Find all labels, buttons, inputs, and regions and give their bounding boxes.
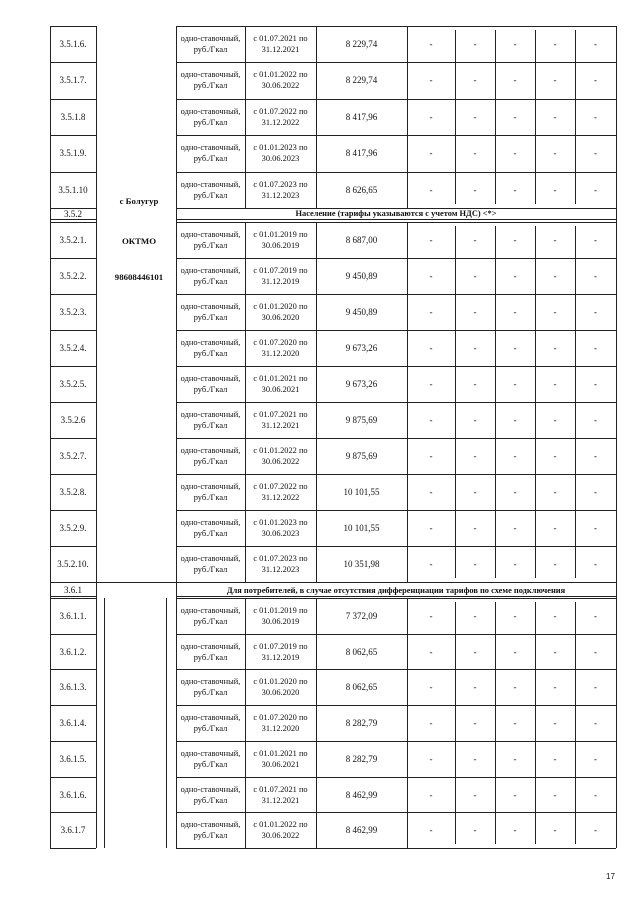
consumers-row-number: 3.6.1.1. [59, 611, 87, 621]
population-prev-row-empty-cell: - [473, 112, 477, 122]
population-row-empty-cell: - [473, 343, 477, 353]
population-prev-row-unit: одно-ставочный, руб./Гкал [180, 70, 241, 90]
population-prev-row-empty-cell: - [513, 185, 517, 195]
consumers-row-value: 8 462,99 [345, 825, 378, 835]
population-prev-row-unit: одно-ставочный, руб./Гкал [180, 34, 241, 54]
population-row-empty-cell: - [513, 487, 517, 497]
row-rule [176, 222, 616, 223]
consumers-row-empty-cell: - [594, 611, 597, 621]
column-rule [245, 222, 246, 582]
consumers-row-empty-cell: - [513, 682, 517, 692]
column-rule [616, 582, 617, 598]
section-population-number: 3.5.2 [64, 208, 82, 219]
population-row-value: 10 101,55 [343, 523, 380, 533]
population-row-number: 3.5.2.6 [60, 415, 86, 425]
consumers-row-empty-cell: - [594, 825, 597, 835]
consumers-row-empty-cell: - [429, 611, 433, 621]
population-prev-row-value: 8 417,96 [345, 148, 378, 158]
consumers-row-number: 3.6.1.5. [59, 754, 87, 764]
population-row-unit: одно-ставочный, руб./Гкал [180, 518, 241, 538]
row-rule [176, 510, 616, 511]
faint-column-rule [455, 226, 456, 578]
population-prev-row-number: 3.5.1.10 [58, 185, 88, 195]
row-rule [50, 474, 96, 475]
population-row-empty-cell: - [473, 487, 477, 497]
faint-column-rule [575, 226, 576, 578]
row-rule [50, 99, 96, 100]
population-row-period: с 01.07.2023 по 31.12.2023 [253, 554, 308, 574]
population-row-empty-cell: - [473, 379, 477, 389]
population-row-number: 3.5.2.3. [59, 307, 87, 317]
consumers-row-empty-cell: - [473, 790, 477, 800]
faint-column-rule [495, 226, 496, 578]
population-row-empty-cell: - [513, 559, 517, 569]
column-rule [616, 598, 617, 848]
population-prev-row-period: с 01.07.2021 по 31.12.2021 [253, 34, 308, 54]
banner-rule [50, 582, 616, 583]
row-rule [50, 330, 96, 331]
consumers-row-unit: одно-ставочный, руб./Гкал [180, 677, 241, 697]
population-prev-row-number: 3.5.1.7. [59, 75, 87, 85]
population-row-period: с 01.07.2020 по 31.12.2020 [253, 338, 308, 358]
row-rule [50, 598, 96, 599]
population-row-unit: одно-ставочный, руб./Гкал [180, 230, 241, 250]
consumers-row-empty-cell: - [594, 718, 597, 728]
population-prev-row-empty-cell: - [594, 148, 597, 158]
column-rule [616, 208, 617, 222]
row-rule [50, 294, 96, 295]
consumers-row-period: с 01.01.2021 по 30.06.2021 [253, 749, 308, 769]
row-rule [176, 26, 616, 27]
page-number: 17 [606, 872, 615, 881]
population-row-period: с 01.07.2022 по 31.12.2022 [253, 482, 308, 502]
column-rule [316, 26, 317, 208]
column-rule [96, 582, 97, 598]
population-prev-row-empty-cell: - [473, 39, 477, 49]
faint-column-rule [575, 30, 576, 204]
consumers-row-value: 8 062,65 [345, 682, 378, 692]
population-prev-row-number: 3.5.1.6. [59, 39, 87, 49]
section-consumers-title: Для потребителей, в случае отсутствия дифференциации тарифов по схеме подключения [226, 585, 566, 595]
consumers-row-period: с 01.07.2020 по 31.12.2020 [253, 713, 308, 733]
consumers-row-empty-cell: - [473, 754, 477, 764]
population-row-empty-cell: - [473, 235, 477, 245]
consumers-row-empty-cell: - [429, 647, 433, 657]
row-rule [176, 294, 616, 295]
population-row-number: 3.5.2.8. [59, 487, 87, 497]
column-rule [316, 598, 317, 848]
row-rule [176, 62, 616, 63]
banner-rule [50, 596, 96, 597]
population-row-unit: одно-ставочный, руб./Гкал [180, 446, 241, 466]
consumers-row-empty-cell: - [429, 790, 433, 800]
row-rule [176, 848, 616, 849]
consumers-row-period: с 01.01.2022 по 30.06.2022 [253, 820, 308, 840]
population-row-empty-cell: - [513, 235, 517, 245]
population-prev-row-empty-cell: - [513, 112, 517, 122]
population-row-number: 3.5.2.9. [59, 523, 87, 533]
consumers-row-empty-cell: - [594, 754, 597, 764]
margin-mark [104, 598, 105, 848]
column-rule [407, 26, 408, 208]
population-prev-row-empty-cell: - [513, 75, 517, 85]
consumers-row-unit: одно-ставочный, руб./Гкал [180, 749, 241, 769]
consumers-row-empty-cell: - [553, 611, 557, 621]
population-row-value: 8 687,00 [345, 235, 378, 245]
population-row-unit: одно-ставочный, руб./Гкал [180, 554, 241, 574]
faint-column-rule [535, 602, 536, 844]
population-row-period: с 01.07.2021 по 31.12.2021 [253, 410, 308, 430]
population-prev-row-empty-cell: - [594, 75, 597, 85]
population-prev-row-empty-cell: - [473, 148, 477, 158]
consumers-row-empty-cell: - [553, 718, 557, 728]
population-row-unit: одно-ставочный, руб./Гкал [180, 302, 241, 322]
row-rule [176, 634, 616, 635]
row-rule [50, 510, 96, 511]
banner-rule [176, 219, 616, 220]
population-prev-row-number: 3.5.1.9. [59, 148, 87, 158]
consumers-row-unit: одно-ставочный, руб./Гкал [180, 606, 241, 626]
column-rule [96, 222, 97, 582]
consumers-row-number: 3.6.1.3. [59, 682, 87, 692]
population-prev-row-number: 3.5.1.8 [60, 112, 86, 122]
population-row-empty-cell: - [429, 235, 433, 245]
population-row-unit: одно-ставочный, руб./Гкал [180, 482, 241, 502]
population-prev-row-period: с 01.07.2023 по 31.12.2023 [253, 180, 308, 200]
population-row-value: 10 101,55 [343, 487, 380, 497]
population-row-value: 9 875,69 [345, 451, 378, 461]
population-prev-row-unit: одно-ставочный, руб./Гкал [180, 180, 241, 200]
population-prev-row-value: 8 417,96 [345, 112, 378, 122]
row-rule [176, 135, 616, 136]
column-rule [316, 222, 317, 582]
consumers-row-empty-cell: - [429, 682, 433, 692]
population-prev-row-empty-cell: - [553, 75, 557, 85]
section-population-title: Население (тарифы указываются с учетом НДС) <*> [295, 209, 497, 218]
population-row-empty-cell: - [473, 271, 477, 281]
population-row-empty-cell: - [429, 487, 433, 497]
consumers-row-value: 8 282,79 [345, 754, 378, 764]
column-rule [407, 222, 408, 582]
consumers-row-empty-cell: - [513, 825, 517, 835]
row-rule [50, 705, 96, 706]
population-row-empty-cell: - [594, 415, 597, 425]
population-row-number: 3.5.2.2. [59, 271, 87, 281]
consumers-row-empty-cell: - [429, 754, 433, 764]
population-row-unit: одно-ставочный, руб./Гкал [180, 266, 241, 286]
consumers-row-period: с 01.07.2019 по 31.12.2019 [253, 642, 308, 662]
population-row-empty-cell: - [594, 379, 597, 389]
consumers-row-number: 3.6.1.6. [59, 790, 87, 800]
consumers-row-period: с 01.07.2021 по 31.12.2021 [253, 785, 308, 805]
population-prev-row-empty-cell: - [513, 39, 517, 49]
population-row-empty-cell: - [429, 559, 433, 569]
row-rule [176, 669, 616, 670]
consumers-row-number: 3.6.1.7 [60, 825, 86, 835]
municipality-name: с Болугур [119, 196, 159, 206]
population-prev-row-period: с 01.01.2023 по 30.06.2023 [253, 143, 308, 163]
oktmo-code: 98608446101 [114, 272, 164, 282]
row-rule [50, 135, 96, 136]
row-rule [50, 812, 96, 813]
population-prev-row-empty-cell: - [429, 185, 433, 195]
row-rule [176, 812, 616, 813]
population-row-number: 3.5.2.1. [59, 235, 87, 245]
population-row-empty-cell: - [553, 379, 557, 389]
column-rule [407, 598, 408, 848]
row-rule [176, 741, 616, 742]
population-prev-row-empty-cell: - [473, 75, 477, 85]
population-row-empty-cell: - [553, 523, 557, 533]
consumers-row-value: 8 282,79 [345, 718, 378, 728]
row-rule [176, 598, 616, 599]
population-prev-row-value: 8 626,65 [345, 185, 378, 195]
consumers-row-empty-cell: - [473, 682, 477, 692]
column-rule [176, 26, 177, 208]
consumers-row-empty-cell: - [473, 825, 477, 835]
faint-column-rule [495, 30, 496, 204]
column-rule [50, 222, 51, 582]
population-row-empty-cell: - [513, 379, 517, 389]
row-rule [50, 172, 96, 173]
row-rule [50, 366, 96, 367]
column-rule [616, 26, 617, 208]
population-row-empty-cell: - [513, 451, 517, 461]
population-row-value: 9 450,89 [345, 271, 378, 281]
consumers-row-period: с 01.01.2020 по 30.06.2020 [253, 677, 308, 697]
consumers-row-empty-cell: - [513, 611, 517, 621]
population-row-unit: одно-ставочный, руб./Гкал [180, 338, 241, 358]
faint-column-rule [455, 602, 456, 844]
population-row-empty-cell: - [513, 415, 517, 425]
population-row-period: с 01.01.2021 по 30.06.2021 [253, 374, 308, 394]
population-row-empty-cell: - [473, 523, 477, 533]
population-prev-row-value: 8 229,74 [345, 75, 378, 85]
row-rule [50, 438, 96, 439]
oktmo-label: ОКТМО [121, 236, 157, 246]
column-rule [245, 26, 246, 208]
consumers-row-period: с 01.01.2019 по 30.06.2019 [253, 606, 308, 626]
row-rule [50, 741, 96, 742]
population-row-empty-cell: - [553, 343, 557, 353]
population-row-value: 9 673,26 [345, 343, 378, 353]
population-prev-row-empty-cell: - [513, 148, 517, 158]
consumers-row-value: 7 372,09 [345, 611, 378, 621]
population-prev-row-period: с 01.07.2022 по 31.12.2022 [253, 107, 308, 127]
row-rule [176, 366, 616, 367]
population-prev-row-empty-cell: - [429, 39, 433, 49]
population-prev-row-empty-cell: - [553, 112, 557, 122]
row-rule [50, 402, 96, 403]
consumers-row-empty-cell: - [429, 825, 433, 835]
population-row-period: с 01.07.2019 по 31.12.2019 [253, 266, 308, 286]
population-row-empty-cell: - [473, 307, 477, 317]
population-row-empty-cell: - [429, 379, 433, 389]
column-rule [176, 598, 177, 848]
population-row-empty-cell: - [553, 307, 557, 317]
consumers-row-empty-cell: - [513, 790, 517, 800]
population-row-empty-cell: - [553, 235, 557, 245]
population-row-empty-cell: - [594, 523, 597, 533]
population-prev-row-empty-cell: - [473, 185, 477, 195]
consumers-row-empty-cell: - [513, 647, 517, 657]
row-rule [50, 848, 96, 849]
population-row-period: с 01.01.2020 по 30.06.2020 [253, 302, 308, 322]
consumers-row-unit: одно-ставочный, руб./Гкал [180, 820, 241, 840]
population-row-empty-cell: - [429, 451, 433, 461]
row-rule [50, 669, 96, 670]
population-row-empty-cell: - [429, 343, 433, 353]
row-rule [176, 330, 616, 331]
population-row-empty-cell: - [594, 307, 597, 317]
consumers-row-number: 3.6.1.4. [59, 718, 87, 728]
population-prev-row-empty-cell: - [553, 39, 557, 49]
population-row-number: 3.5.2.4. [59, 343, 87, 353]
population-row-empty-cell: - [473, 559, 477, 569]
row-rule [176, 438, 616, 439]
population-row-period: с 01.01.2022 по 30.06.2022 [253, 446, 308, 466]
column-rule [96, 598, 97, 848]
population-prev-row-empty-cell: - [553, 185, 557, 195]
row-rule [176, 402, 616, 403]
population-prev-row-empty-cell: - [553, 148, 557, 158]
population-prev-row-empty-cell: - [429, 148, 433, 158]
population-row-empty-cell: - [594, 271, 597, 281]
population-prev-row-empty-cell: - [429, 75, 433, 85]
column-rule [96, 26, 97, 208]
population-row-number: 3.5.2.5. [59, 379, 87, 389]
column-rule [50, 26, 51, 208]
population-row-value: 9 450,89 [345, 307, 378, 317]
population-row-empty-cell: - [513, 307, 517, 317]
faint-column-rule [575, 602, 576, 844]
row-rule [50, 222, 96, 223]
consumers-row-empty-cell: - [594, 647, 597, 657]
banner-rule [176, 596, 616, 597]
population-row-number: 3.5.2.7. [59, 451, 87, 461]
population-row-empty-cell: - [513, 523, 517, 533]
row-rule [176, 172, 616, 173]
row-rule [50, 777, 96, 778]
row-rule [176, 99, 616, 100]
row-rule [50, 546, 96, 547]
faint-column-rule [535, 226, 536, 578]
column-rule [50, 598, 51, 848]
population-row-number: 3.5.2.10. [57, 559, 89, 569]
population-row-empty-cell: - [594, 343, 597, 353]
population-row-empty-cell: - [473, 451, 477, 461]
population-row-empty-cell: - [553, 559, 557, 569]
consumers-row-unit: одно-ставочный, руб./Гкал [180, 785, 241, 805]
population-prev-row-unit: одно-ставочный, руб./Гкал [180, 143, 241, 163]
consumers-row-number: 3.6.1.2. [59, 647, 87, 657]
consumers-row-empty-cell: - [473, 647, 477, 657]
consumers-row-empty-cell: - [429, 718, 433, 728]
population-row-value: 9 673,26 [345, 379, 378, 389]
faint-column-rule [535, 30, 536, 204]
consumers-row-empty-cell: - [513, 754, 517, 764]
population-row-empty-cell: - [473, 415, 477, 425]
column-rule [616, 222, 617, 582]
population-prev-row-empty-cell: - [594, 39, 597, 49]
population-row-unit: одно-ставочный, руб./Гкал [180, 410, 241, 430]
row-rule [50, 258, 96, 259]
population-row-empty-cell: - [513, 271, 517, 281]
population-prev-row-unit: одно-ставочный, руб./Гкал [180, 107, 241, 127]
consumers-row-empty-cell: - [553, 682, 557, 692]
consumers-row-value: 8 062,65 [345, 647, 378, 657]
population-row-empty-cell: - [553, 451, 557, 461]
banner-rule [50, 219, 96, 220]
consumers-row-empty-cell: - [594, 790, 597, 800]
row-rule [176, 546, 616, 547]
population-row-empty-cell: - [429, 523, 433, 533]
consumers-row-empty-cell: - [473, 611, 477, 621]
population-prev-row-empty-cell: - [594, 185, 597, 195]
faint-column-rule [455, 30, 456, 204]
consumers-row-unit: одно-ставочный, руб./Гкал [180, 642, 241, 662]
consumers-row-empty-cell: - [513, 718, 517, 728]
row-rule [50, 62, 96, 63]
consumers-row-empty-cell: - [594, 682, 597, 692]
population-row-empty-cell: - [594, 559, 597, 569]
population-row-empty-cell: - [553, 487, 557, 497]
row-rule [176, 258, 616, 259]
population-row-empty-cell: - [429, 415, 433, 425]
consumers-row-empty-cell: - [553, 825, 557, 835]
margin-mark [166, 598, 167, 848]
consumers-row-empty-cell: - [553, 754, 557, 764]
population-prev-row-empty-cell: - [429, 112, 433, 122]
consumers-row-empty-cell: - [553, 790, 557, 800]
row-rule [50, 26, 96, 27]
consumers-row-value: 8 462,99 [345, 790, 378, 800]
population-row-empty-cell: - [429, 307, 433, 317]
population-row-period: с 01.01.2023 по 30.06.2023 [253, 518, 308, 538]
consumers-row-unit: одно-ставочный, руб./Гкал [180, 713, 241, 733]
population-row-empty-cell: - [594, 487, 597, 497]
column-rule [245, 598, 246, 848]
population-row-value: 10 351,98 [343, 559, 380, 569]
population-prev-row-period: с 01.01.2022 по 30.06.2022 [253, 70, 308, 90]
row-rule [176, 705, 616, 706]
population-row-value: 9 875,69 [345, 415, 378, 425]
population-row-empty-cell: - [429, 271, 433, 281]
row-rule [176, 474, 616, 475]
consumers-row-empty-cell: - [473, 718, 477, 728]
population-row-empty-cell: - [553, 415, 557, 425]
population-prev-row-value: 8 229,74 [345, 39, 378, 49]
population-row-period: с 01.01.2019 по 30.06.2019 [253, 230, 308, 250]
column-rule [96, 208, 97, 222]
population-row-empty-cell: - [594, 235, 597, 245]
population-row-empty-cell: - [594, 451, 597, 461]
faint-column-rule [495, 602, 496, 844]
population-row-unit: одно-ставочный, руб./Гкал [180, 374, 241, 394]
population-row-empty-cell: - [513, 343, 517, 353]
column-rule [176, 222, 177, 582]
population-row-empty-cell: - [553, 271, 557, 281]
population-prev-row-empty-cell: - [594, 112, 597, 122]
section-consumers-number: 3.6.1 [64, 585, 82, 595]
row-rule [50, 634, 96, 635]
consumers-row-empty-cell: - [553, 647, 557, 657]
row-rule [176, 777, 616, 778]
